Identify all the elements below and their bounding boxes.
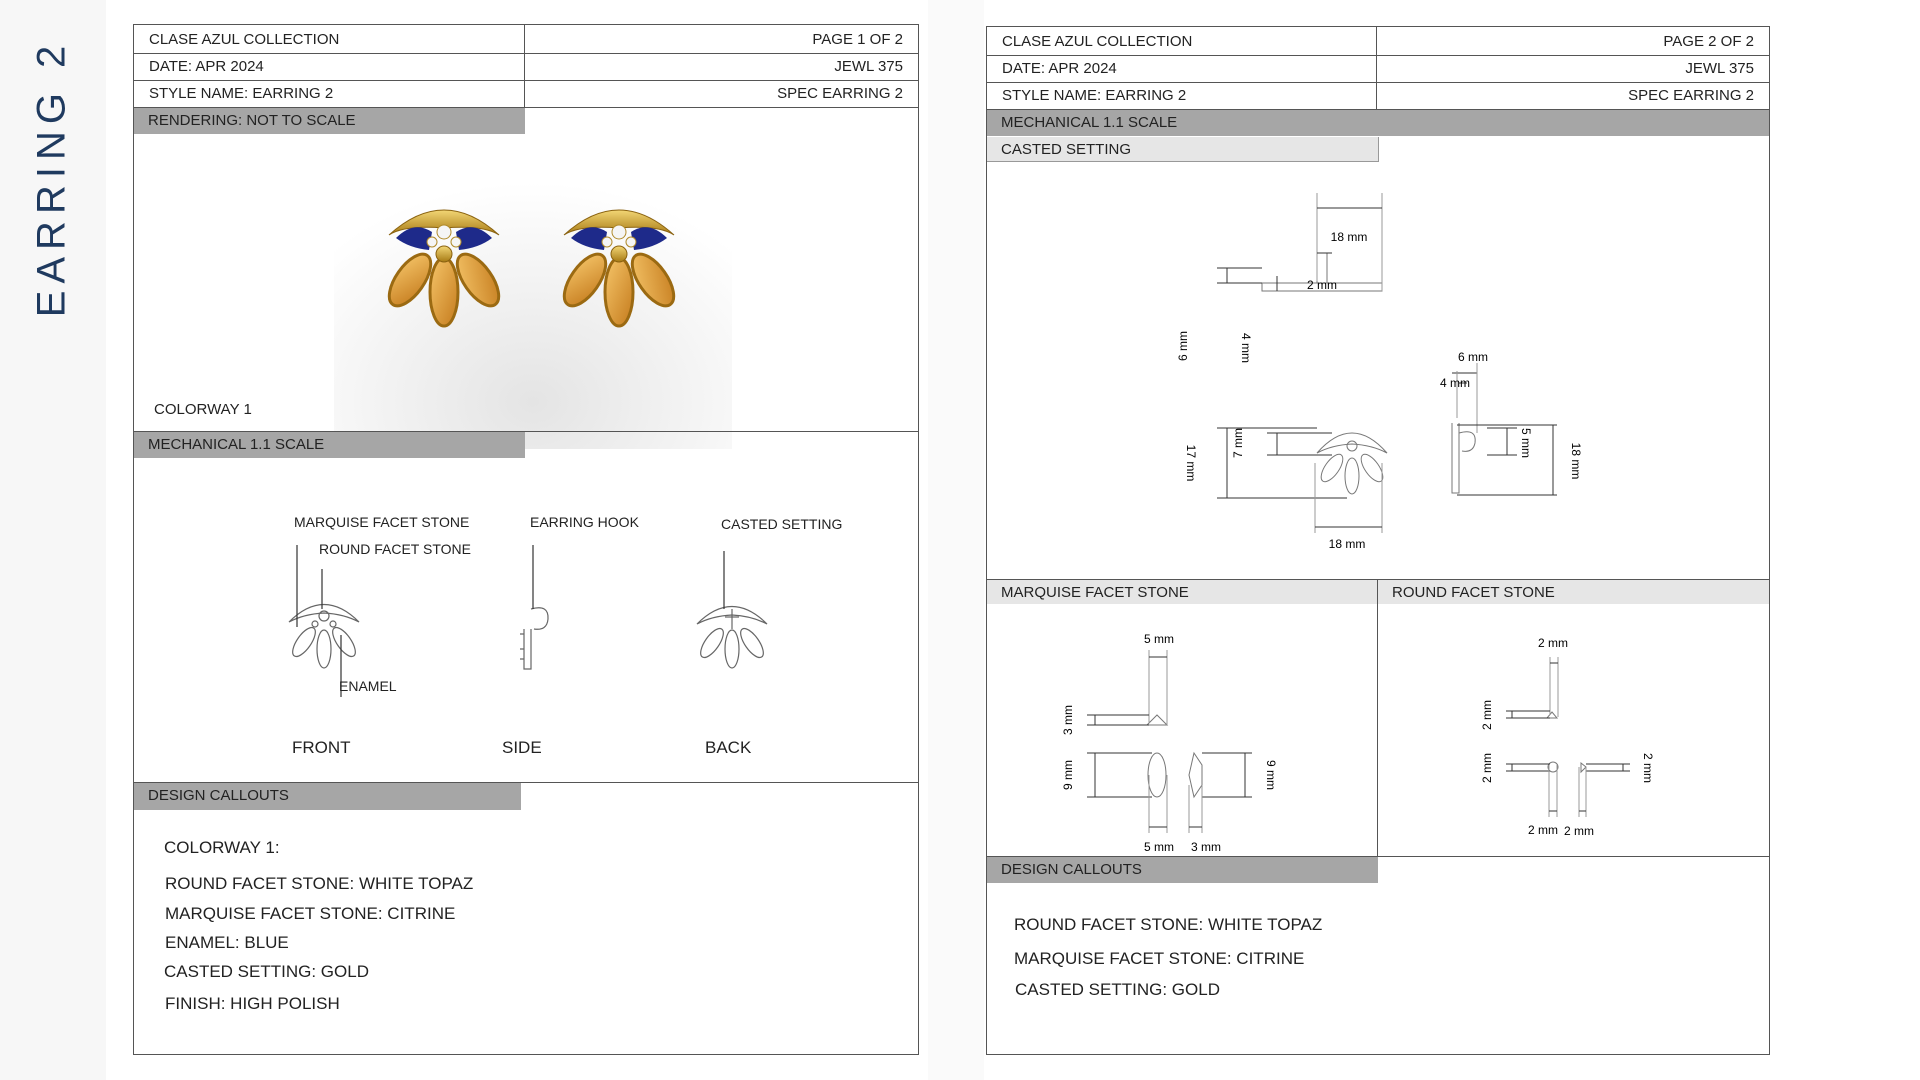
front-view-drawing [289,545,360,697]
date: DATE: APR 2024 [149,58,264,75]
earring-rendering [334,135,732,449]
casted-setting-drawing [987,163,1769,603]
callout-marquise-stone: MARQUISE FACET STONE: CITRINE [1014,949,1305,968]
dim-label: 2 mm [1564,824,1594,838]
dim-label: 18 mm [1569,442,1583,480]
dim-label: 5 mm [1144,632,1174,646]
callout-finish: FINISH: HIGH POLISH [165,994,340,1013]
spec-name: SPEC EARRING 2 [1628,87,1754,104]
round-stone-band: ROUND FACET STONE [1378,580,1769,604]
callout-marquise-stone: MARQUISE FACET STONE: CITRINE [165,904,456,923]
view-label-front: FRONT [292,738,351,757]
page-number: PAGE 1 OF 2 [812,31,903,48]
spec-sheet-page-1 [133,24,919,1055]
callout-casted-setting: CASTED SETTING: GOLD [1015,980,1220,999]
callout-round-stone: ROUND FACET STONE: WHITE TOPAZ [1014,915,1323,934]
callout-enamel: ENAMEL: BLUE [165,933,289,952]
page-number: PAGE 2 OF 2 [1663,33,1754,50]
view-label-side: SIDE [502,738,542,757]
dim-label: 2 mm [1480,753,1494,783]
design-callouts-band: DESIGN CALLOUTS [987,857,1378,883]
dim-label: 3 mm [1191,840,1221,854]
callout-casted-setting: CASTED SETTING: GOLD [164,962,369,981]
colorway-label: COLORWAY 1 [154,401,252,418]
jewel-code: JEWL 375 [834,58,903,75]
side-view-drawing [520,545,548,669]
mechanical-band: MECHANICAL 1.1 SCALE [987,110,1769,136]
dim-label: 18 mm [1330,230,1368,244]
dim-label: 17 mm [1184,444,1198,482]
callout-round-stone: ROUND FACET STONE: WHITE TOPAZ [165,874,474,893]
header-divider [524,25,525,108]
dim-label: 4 mm [1239,333,1253,363]
marquise-stone-drawing [987,605,1377,861]
collection-name: CLASE AZUL COLLECTION [1002,33,1193,50]
jewel-code: JEWL 375 [1685,60,1754,77]
side-title: EARRING 2 [29,38,74,318]
back-view-drawing [697,551,768,668]
dim-label: 2 mm [1641,753,1655,783]
dim-label: 9 mm [1264,760,1278,790]
mechanical-drawing [134,459,918,771]
dim-label: 7 mm [1231,428,1245,458]
dim-label: 5 mm [1519,428,1533,458]
label-casted-setting: CASTED SETTING [721,516,843,532]
dim-label: 2 mm [1307,278,1337,292]
label-marquise-stone: MARQUISE FACET STONE [294,514,470,530]
dim-label: 4 mm [1440,376,1470,390]
dim-label: 6 mm [1176,331,1190,361]
mechanical-band: MECHANICAL 1.1 SCALE [134,432,525,458]
label-round-stone: ROUND FACET STONE [319,541,471,557]
dim-label: 9 mm [1061,760,1075,790]
spec-name: SPEC EARRING 2 [777,85,903,102]
page-gap [928,0,984,1080]
label-earring-hook: EARRING HOOK [530,514,639,530]
collection-name: CLASE AZUL COLLECTION [149,31,340,48]
dim-label: 6 mm [1458,350,1488,364]
design-callouts-band: DESIGN CALLOUTS [134,783,521,810]
date: DATE: APR 2024 [1002,60,1117,77]
dim-label: 2 mm [1480,700,1494,730]
dim-label: 3 mm [1061,705,1075,735]
dim-label: 5 mm [1144,840,1174,854]
dim-label: 2 mm [1528,823,1558,837]
view-label-back: BACK [705,738,752,757]
style-name: STYLE NAME: EARRING 2 [149,85,334,102]
casted-setting-band: CASTED SETTING [987,137,1379,162]
callout-colorway: COLORWAY 1: [164,838,280,857]
spec-sheet-page-2 [986,26,1770,1055]
header-divider [1376,27,1377,110]
label-enamel: ENAMEL [339,678,397,694]
style-name: STYLE NAME: EARRING 2 [1002,87,1187,104]
round-stone-drawing [1378,605,1769,861]
rendering-band: RENDERING: NOT TO SCALE [134,108,525,134]
dim-label: 18 mm [1328,537,1366,551]
marquise-stone-band: MARQUISE FACET STONE [987,580,1377,604]
dim-label: 2 mm [1538,636,1568,650]
